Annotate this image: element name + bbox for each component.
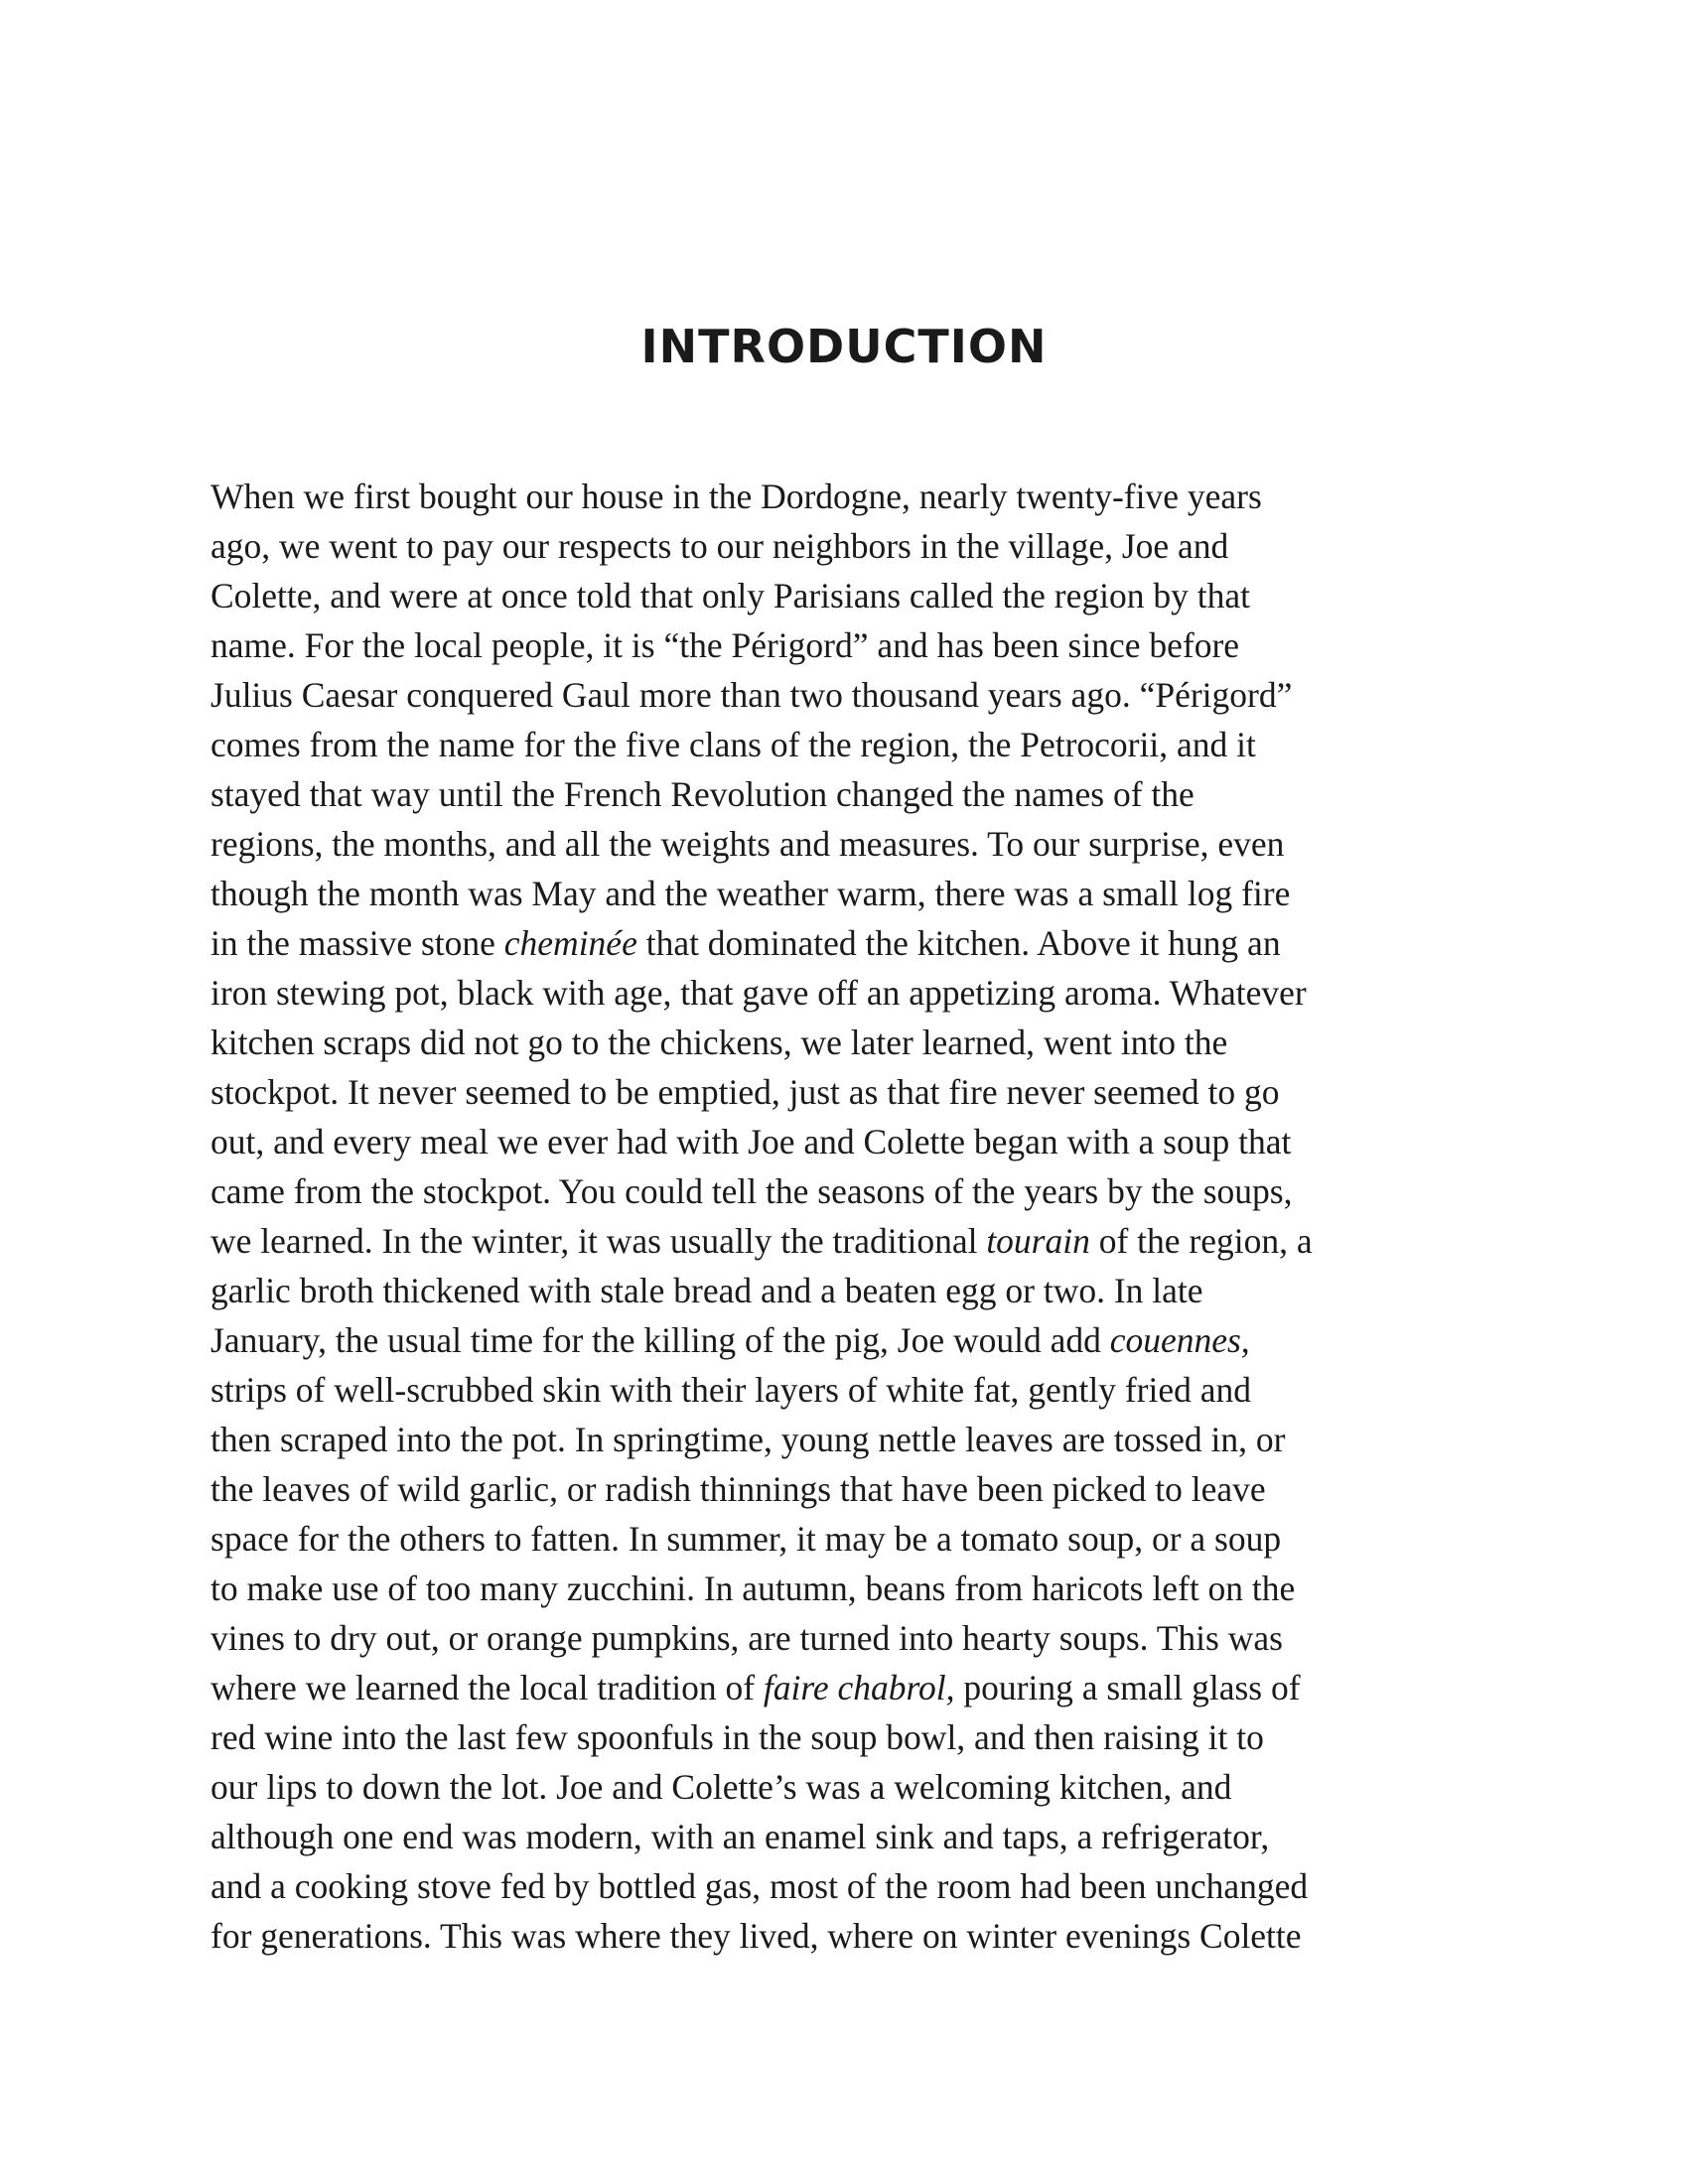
text-segment: vines to dry out, or orange pumpkins, are turned into hearty soups. This was: [211, 1618, 1283, 1658]
chapter-title: INTRODUCTION: [640, 320, 1048, 373]
text-segment: and a cooking stove fed by bottled gas, most of the room had been unchanged: [211, 1866, 1309, 1906]
text-segment: came from the stockpot. You could tell the seasons of the years by the soups,: [211, 1171, 1293, 1211]
introduction-body-text: [211, 472, 1491, 1961]
text-segment: kitchen scraps did not go to the chickens, we later learned, went into the: [211, 1023, 1228, 1062]
text-segment: our lips to down the lot. Joe and Colette’s was a welcoming kitchen, and: [211, 1767, 1232, 1807]
text-segment: the leaves of wild garlic, or radish thinnings that have been picked to leave: [211, 1469, 1266, 1509]
italic-term: cheminée: [503, 923, 637, 963]
text-line: [211, 472, 1491, 521]
text-line: [211, 1464, 1491, 1514]
text-segment: stockpot. It never seemed to be emptied, just as that fire never seemed to go: [211, 1072, 1280, 1112]
text-segment: of the region, a: [1089, 1221, 1313, 1261]
text-line: [211, 1216, 1491, 1266]
text-line: [211, 1117, 1491, 1166]
text-line: [211, 1663, 1491, 1712]
text-segment: January, the usual time for the killing of the pig, Joe would add: [211, 1320, 1110, 1360]
text-line: [211, 1762, 1491, 1812]
text-line: [211, 1315, 1491, 1365]
text-line: [211, 1266, 1491, 1315]
text-segment: Julius Caesar conquered Gaul more than two thousand years ago. “Périgord”: [211, 675, 1293, 715]
text-line: [211, 1712, 1491, 1762]
text-segment: out, and every meal we ever had with Joe and Colette began with a soup that: [211, 1122, 1292, 1161]
text-line: [211, 670, 1491, 720]
text-segment: though the month was May and the weather warm, there was a small log fire: [211, 874, 1291, 913]
text-line: [211, 918, 1491, 968]
italic-term: tourain: [986, 1221, 1090, 1261]
text-segment: When we first bought our house in the Dordogne, nearly twenty-five years: [211, 477, 1262, 516]
text-line: [211, 1564, 1491, 1613]
text-segment: strips of well-scrubbed skin with their layers of white fat, gently fried and: [211, 1370, 1251, 1410]
text-segment: red wine into the last few spoonfuls in the soup bowl, and then raising it to: [211, 1717, 1264, 1757]
italic-term: faire chabrol,: [763, 1668, 955, 1707]
text-segment: where we learned the local tradition of: [211, 1668, 764, 1707]
text-segment: then scraped into the pot. In springtime, young nettle leaves are tossed in, or: [211, 1420, 1286, 1459]
text-segment: space for the others to fatten. In summer, it may be a tomato soup, or a soup: [211, 1519, 1282, 1559]
text-segment: regions, the months, and all the weights and measures. To our surprise, even: [211, 824, 1285, 864]
text-line: [211, 1514, 1491, 1564]
text-segment: stayed that way until the French Revolution changed the names of the: [211, 774, 1195, 814]
text-segment: comes from the name for the five clans of the region, the Petrocorii, and it: [211, 725, 1256, 764]
text-segment: pouring a small glass of: [954, 1668, 1301, 1707]
text-line: [211, 1613, 1491, 1663]
text-segment: garlic broth thickened with stale bread and a beaten egg or two. In late: [211, 1271, 1203, 1310]
text-line: [211, 720, 1491, 769]
text-line: [211, 968, 1491, 1018]
text-line: [211, 869, 1491, 918]
text-line: [211, 1911, 1491, 1961]
text-segment: that dominated the kitchen. Above it hung an: [636, 923, 1281, 963]
text-line: [211, 1812, 1491, 1861]
text-segment: iron stewing pot, black with age, that gave off an appetizing aroma. Whatever: [211, 973, 1307, 1013]
text-line: [211, 1067, 1491, 1117]
text-segment: to make use of too many zucchini. In autumn, beans from haricots left on the: [211, 1569, 1296, 1608]
text-line: [211, 521, 1491, 571]
text-segment: we learned. In the winter, it was usually the traditional: [211, 1221, 987, 1261]
text-segment: although one end was modern, with an enamel sink and taps, a refrigerator,: [211, 1817, 1270, 1856]
text-line: [211, 1415, 1491, 1464]
text-segment: name. For the local people, it is “the Périgord” and has been since before: [211, 625, 1240, 665]
text-line: [211, 1861, 1491, 1911]
text-line: [211, 1365, 1491, 1415]
italic-term: couennes,: [1109, 1320, 1250, 1360]
text-line: [211, 1018, 1491, 1067]
text-line: [211, 620, 1491, 670]
text-line: [211, 1166, 1491, 1216]
text-line: [211, 571, 1491, 620]
text-line: [211, 769, 1491, 819]
text-line: [211, 819, 1491, 869]
text-segment: Colette, and were at once told that only Parisians called the region by that: [211, 576, 1250, 615]
text-segment: for generations. This was where they lived, where on winter evenings Colette: [211, 1916, 1302, 1956]
text-segment: ago, we went to pay our respects to our neighbors in the village, Joe and: [211, 526, 1229, 566]
text-segment: in the massive stone: [211, 923, 504, 963]
